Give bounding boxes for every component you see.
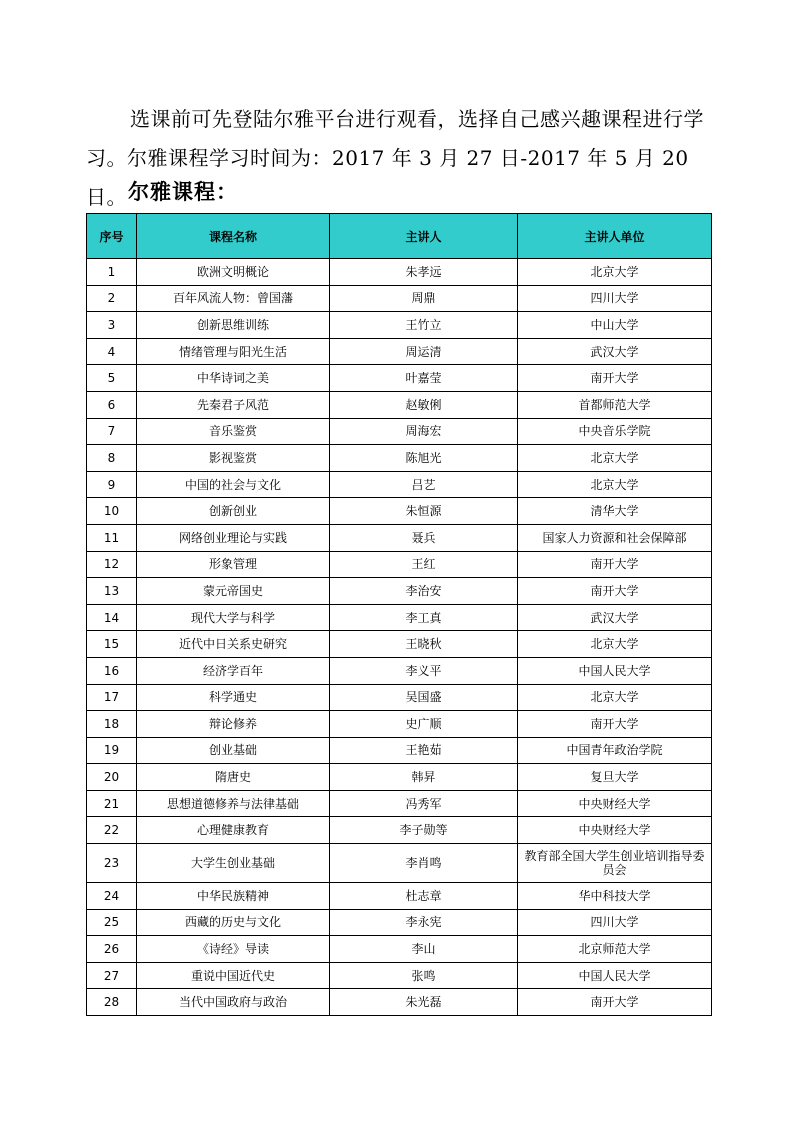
cell-course: 心理健康教育 <box>137 817 330 844</box>
cell-speaker: 周海宏 <box>330 418 518 445</box>
cell-speaker: 聂兵 <box>330 524 518 551</box>
table-row <box>87 883 712 910</box>
cell-no: 21 <box>87 790 137 817</box>
cell-course: 当代中国政府与政治 <box>137 989 330 1016</box>
cell-speaker: 李治安 <box>330 578 518 605</box>
cell-org: 华中科技大学 <box>518 883 712 910</box>
cell-speaker: 史广顺 <box>330 711 518 738</box>
cell-course: 网络创业理论与实践 <box>137 524 330 551</box>
table-row <box>87 418 712 445</box>
cell-course: 百年风流人物：曾国藩 <box>137 285 330 312</box>
cell-no: 23 <box>87 844 137 883</box>
cell-course: 影视鉴赏 <box>137 445 330 472</box>
table-row <box>87 391 712 418</box>
cell-no: 10 <box>87 498 137 525</box>
cell-org: 中央音乐学院 <box>518 418 712 445</box>
cell-speaker: 王晓秋 <box>330 631 518 658</box>
cell-no: 25 <box>87 909 137 936</box>
cell-org: 北京大学 <box>518 684 712 711</box>
cell-no: 27 <box>87 962 137 989</box>
cell-org: 南开大学 <box>518 711 712 738</box>
cell-no: 28 <box>87 989 137 1016</box>
cell-course: 形象管理 <box>137 551 330 578</box>
table-row <box>87 338 712 365</box>
cell-course: 创新思维训练 <box>137 312 330 339</box>
cell-course: 《诗经》导读 <box>137 936 330 963</box>
cell-course: 思想道德修养与法律基础 <box>137 790 330 817</box>
cell-speaker: 朱孝远 <box>330 259 518 286</box>
cell-course: 大学生创业基础 <box>137 844 330 883</box>
cell-no: 17 <box>87 684 137 711</box>
cell-org: 北京大学 <box>518 259 712 286</box>
table-row <box>87 312 712 339</box>
cell-speaker: 李工真 <box>330 604 518 631</box>
cell-speaker: 吕艺 <box>330 471 518 498</box>
cell-no: 3 <box>87 312 137 339</box>
table-row <box>87 365 712 392</box>
section-heading: 尔雅课程： <box>128 179 238 204</box>
cell-course: 音乐鉴赏 <box>137 418 330 445</box>
table-row <box>87 844 712 883</box>
cell-course: 创业基础 <box>137 737 330 764</box>
table-row <box>87 657 712 684</box>
table-row <box>87 962 712 989</box>
cell-no: 4 <box>87 338 137 365</box>
cell-no: 15 <box>87 631 137 658</box>
cell-course: 欧洲文明概论 <box>137 259 330 286</box>
intro-paragraph: 选课前可先登陆尔雅平台进行观看，选择自己感兴趣课程进行学习。尔雅课程学习时间为：2017 年 3 月 27 日-2017 年 5 月 20 日。 <box>86 107 704 209</box>
cell-no: 12 <box>87 551 137 578</box>
cell-org: 北京大学 <box>518 471 712 498</box>
cell-course: 中华民族精神 <box>137 883 330 910</box>
cell-org: 中国青年政治学院 <box>518 737 712 764</box>
cell-speaker: 周鼎 <box>330 285 518 312</box>
table-row <box>87 936 712 963</box>
header-org: 主讲人单位 <box>518 214 712 259</box>
cell-no: 19 <box>87 737 137 764</box>
cell-no: 5 <box>87 365 137 392</box>
cell-speaker: 王艳茹 <box>330 737 518 764</box>
cell-org: 四川大学 <box>518 285 712 312</box>
cell-no: 7 <box>87 418 137 445</box>
table-row <box>87 631 712 658</box>
cell-course: 蒙元帝国史 <box>137 578 330 605</box>
table-row <box>87 551 712 578</box>
table-row <box>87 578 712 605</box>
course-table <box>86 213 712 1016</box>
cell-org: 北京师范大学 <box>518 936 712 963</box>
cell-course: 近代中日关系史研究 <box>137 631 330 658</box>
table-row <box>87 909 712 936</box>
cell-speaker: 杜志章 <box>330 883 518 910</box>
table-row <box>87 285 712 312</box>
cell-no: 6 <box>87 391 137 418</box>
cell-speaker: 王红 <box>330 551 518 578</box>
table-row <box>87 790 712 817</box>
cell-org: 首都师范大学 <box>518 391 712 418</box>
cell-no: 16 <box>87 657 137 684</box>
cell-org: 四川大学 <box>518 909 712 936</box>
table-body <box>87 259 712 1016</box>
cell-speaker: 陈旭光 <box>330 445 518 472</box>
cell-course: 经济学百年 <box>137 657 330 684</box>
cell-speaker: 吴国盛 <box>330 684 518 711</box>
cell-no: 24 <box>87 883 137 910</box>
table-row <box>87 259 712 286</box>
cell-course: 隋唐史 <box>137 764 330 791</box>
cell-org: 南开大学 <box>518 989 712 1016</box>
cell-speaker: 李肖鸣 <box>330 844 518 883</box>
cell-org: 武汉大学 <box>518 604 712 631</box>
cell-org: 南开大学 <box>518 365 712 392</box>
cell-org: 北京大学 <box>518 631 712 658</box>
cell-speaker: 周运清 <box>330 338 518 365</box>
table-row <box>87 817 712 844</box>
cell-no: 26 <box>87 936 137 963</box>
header-course: 课程名称 <box>137 214 330 259</box>
cell-speaker: 赵敏俐 <box>330 391 518 418</box>
cell-org: 国家人力资源和社会保障部 <box>518 524 712 551</box>
cell-no: 22 <box>87 817 137 844</box>
cell-org: 中央财经大学 <box>518 790 712 817</box>
cell-speaker: 朱光磊 <box>330 989 518 1016</box>
table-row <box>87 471 712 498</box>
cell-org: 南开大学 <box>518 578 712 605</box>
cell-course: 辩论修养 <box>137 711 330 738</box>
table-row <box>87 524 712 551</box>
cell-org: 教育部全国大学生创业培训指导委员会 <box>518 844 712 883</box>
cell-org: 南开大学 <box>518 551 712 578</box>
cell-no: 18 <box>87 711 137 738</box>
cell-course: 创新创业 <box>137 498 330 525</box>
cell-speaker: 李子勋等 <box>330 817 518 844</box>
table-row <box>87 989 712 1016</box>
cell-org: 中国人民大学 <box>518 962 712 989</box>
cell-speaker: 王竹立 <box>330 312 518 339</box>
table-row <box>87 711 712 738</box>
cell-no: 1 <box>87 259 137 286</box>
cell-speaker: 李山 <box>330 936 518 963</box>
cell-org: 复旦大学 <box>518 764 712 791</box>
cell-no: 20 <box>87 764 137 791</box>
cell-no: 13 <box>87 578 137 605</box>
cell-course: 先秦君子风范 <box>137 391 330 418</box>
cell-course: 西藏的历史与文化 <box>137 909 330 936</box>
cell-org: 北京大学 <box>518 445 712 472</box>
cell-speaker: 朱恒源 <box>330 498 518 525</box>
cell-org: 清华大学 <box>518 498 712 525</box>
cell-speaker: 叶嘉莹 <box>330 365 518 392</box>
table-row <box>87 737 712 764</box>
cell-no: 14 <box>87 604 137 631</box>
cell-org: 中山大学 <box>518 312 712 339</box>
cell-course: 情绪管理与阳光生活 <box>137 338 330 365</box>
header-speaker: 主讲人 <box>330 214 518 259</box>
cell-course: 中国的社会与文化 <box>137 471 330 498</box>
table-header-row <box>87 214 712 259</box>
cell-speaker: 李永宪 <box>330 909 518 936</box>
header-no: 序号 <box>87 214 137 259</box>
cell-speaker: 韩昇 <box>330 764 518 791</box>
cell-speaker: 张鸣 <box>330 962 518 989</box>
cell-no: 8 <box>87 445 137 472</box>
cell-speaker: 李义平 <box>330 657 518 684</box>
table-row <box>87 684 712 711</box>
cell-speaker: 冯秀军 <box>330 790 518 817</box>
table-row <box>87 604 712 631</box>
table-row <box>87 498 712 525</box>
cell-course: 中华诗词之美 <box>137 365 330 392</box>
cell-no: 9 <box>87 471 137 498</box>
cell-course: 科学通史 <box>137 684 330 711</box>
cell-org: 武汉大学 <box>518 338 712 365</box>
cell-no: 2 <box>87 285 137 312</box>
table-row <box>87 764 712 791</box>
cell-course: 现代大学与科学 <box>137 604 330 631</box>
cell-no: 11 <box>87 524 137 551</box>
table-row <box>87 445 712 472</box>
cell-org: 中国人民大学 <box>518 657 712 684</box>
cell-course: 重说中国近代史 <box>137 962 330 989</box>
cell-org: 中央财经大学 <box>518 817 712 844</box>
